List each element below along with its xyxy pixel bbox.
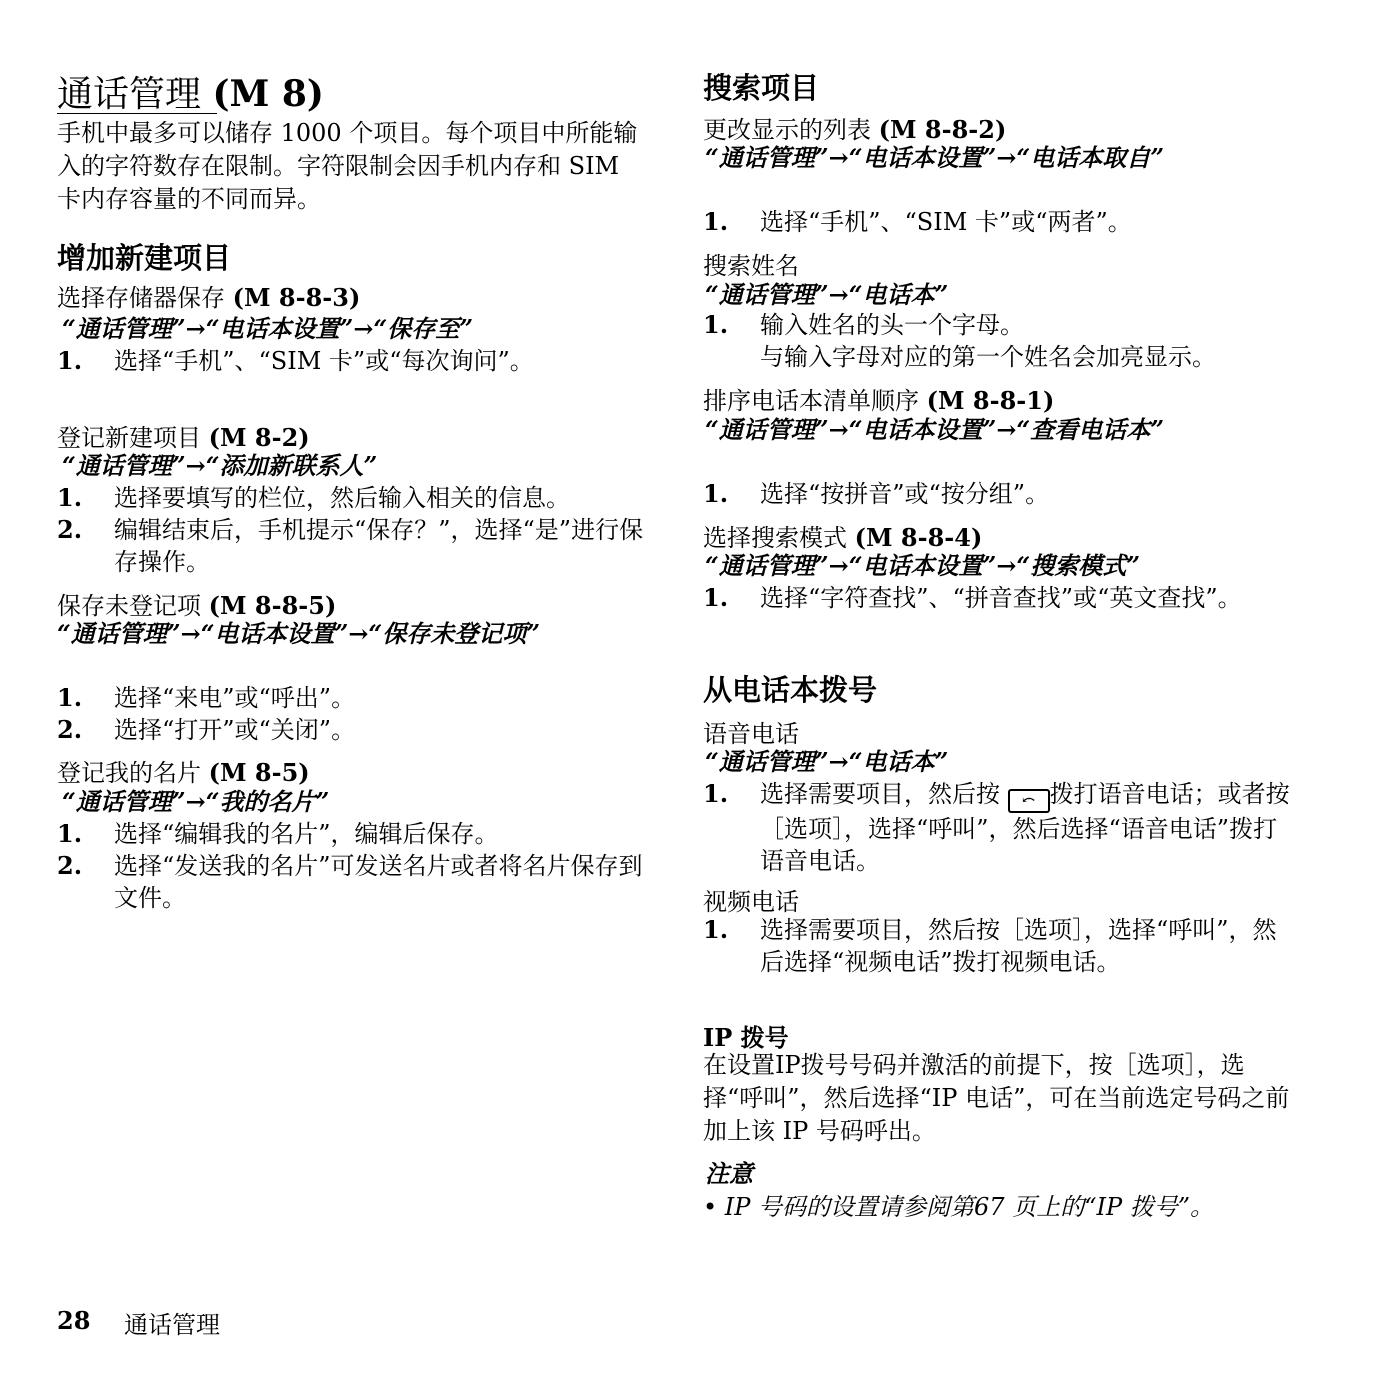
- step-my-card-2: 2. 选择“发送我的名片”可发送名片或者将名片保存到文件。: [57, 851, 643, 912]
- menu-path-save-unregistered: “通话管理”→“电话本设置”→“保存未登记项”: [57, 619, 541, 648]
- step-search-mode-1: 1. 选择“字符查找”、“拼音查找”或“英文查找”。: [703, 583, 1242, 612]
- page-title-text: 通话管理: [57, 74, 202, 115]
- section-title-search-name: 搜索姓名: [703, 252, 799, 280]
- step-new-entry-1: 1. 选择要填写的栏位，然后输入相关的信息。: [57, 483, 570, 512]
- step-save-unregistered-2: 2. 选择“打开”或“关闭”。: [57, 715, 356, 744]
- menu-path-my-card: “通话管理”→“我的名片”: [62, 787, 330, 816]
- page-title-code: (M 8): [212, 73, 324, 115]
- menu-path-voice-call: “通话管理”→“电话本”: [705, 747, 949, 776]
- section-title-video-call: 视频电话: [703, 888, 799, 916]
- heading-search: 搜索项目: [703, 71, 820, 105]
- page-number: 28: [57, 1306, 91, 1335]
- page-title: [57, 66, 324, 117]
- step-sort-1: 1. 选择“按拼音”或“按分组”。: [703, 479, 1050, 508]
- note-item: • IP 号码的设置请参阅第67 页上的“IP 拨号”。: [703, 1193, 1215, 1221]
- search-name-note: 与输入字母对应的第一个姓名会加亮显示。: [760, 343, 1216, 371]
- call-key-icon: ⤺: [1008, 789, 1050, 813]
- step-video-call-1: 1. 选择需要项目，然后按［选项］，选择“呼叫”，然后选择“视频电话”拨打视频电话。: [703, 915, 1277, 976]
- step-my-card-1: 1. 选择“编辑我的名片”，编辑后保存。: [57, 819, 499, 848]
- title-underline: [57, 113, 217, 114]
- step-save-unregistered-1: 1. 选择“来电”或“呼出”。: [57, 683, 356, 712]
- heading-add-entry: 增加新建项目: [57, 241, 232, 275]
- step-new-entry-2: 2. 编辑结束后，手机提示“保存？”，选择“是”进行保存操作。: [57, 515, 644, 576]
- note-title: 注意: [705, 1159, 753, 1188]
- intro-paragraph: 手机中最多可以储存 1000 个项目。每个项目中所能输入的字符数存在限制。字符限制会因手机内存和 SIM 卡内存容量的不同而异。: [57, 119, 638, 213]
- section-title-voice-call: 语音电话: [703, 720, 799, 748]
- menu-path-memory: “通话管理”→“电话本设置”→“保存至”: [62, 314, 474, 343]
- section-title-new-entry: 登记新建项目 (M 8-2): [57, 423, 310, 452]
- ip-dial-body: 在设置IP拨号号码并激活的前提下，按［选项］，选择“呼叫”，然后选择“IP 电话”，可在当前选定号码之前加上该 IP 号码呼出。: [703, 1051, 1290, 1145]
- step-change-list-1: 1. 选择“手机”、“SIM 卡”或“两者”。: [703, 207, 1132, 236]
- section-title-search-mode: 选择搜索模式 (M 8-8-4): [703, 523, 983, 552]
- section-title-change-list: 更改显示的列表 (M 8-8-2): [703, 115, 1007, 144]
- section-title-my-card: 登记我的名片 (M 8-5): [57, 758, 310, 787]
- menu-path-search-mode: “通话管理”→“电话本设置”→“搜索模式”: [705, 551, 1141, 580]
- section-title-sort: 排序电话本清单顺序 (M 8-8-1): [703, 386, 1055, 415]
- step-voice-call-1: 1. 选择需要项目，然后按 ⤺ 拨打语音电话；或者按［选项］，选择“呼叫”，然后选择“语音电话”拨打语音电话。: [703, 779, 1290, 875]
- menu-path-new-entry: “通话管理”→“添加新联系人”: [62, 451, 378, 480]
- footer-section-name: 通话管理: [124, 1311, 220, 1339]
- heading-dial-from-phonebook: 从电话本拨号: [703, 673, 878, 707]
- section-title-memory: 选择存储器保存 (M 8-8-3): [57, 283, 361, 312]
- menu-path-change-list: “通话管理”→“电话本设置”→“电话本取自”: [705, 143, 1165, 172]
- step-memory-1: 1. 选择“手机”、“SIM 卡”或“每次询问”。: [57, 346, 534, 375]
- section-title-ip-dial: IP 拨号: [703, 1023, 789, 1052]
- section-title-save-unregistered: 保存未登记项 (M 8-8-5): [57, 591, 337, 620]
- menu-path-sort: “通话管理”→“电话本设置”→“查看电话本”: [705, 415, 1165, 444]
- step-search-name-1: 1. 输入姓名的头一个字母。: [703, 310, 1024, 339]
- menu-path-search-name: “通话管理”→“电话本”: [705, 280, 949, 309]
